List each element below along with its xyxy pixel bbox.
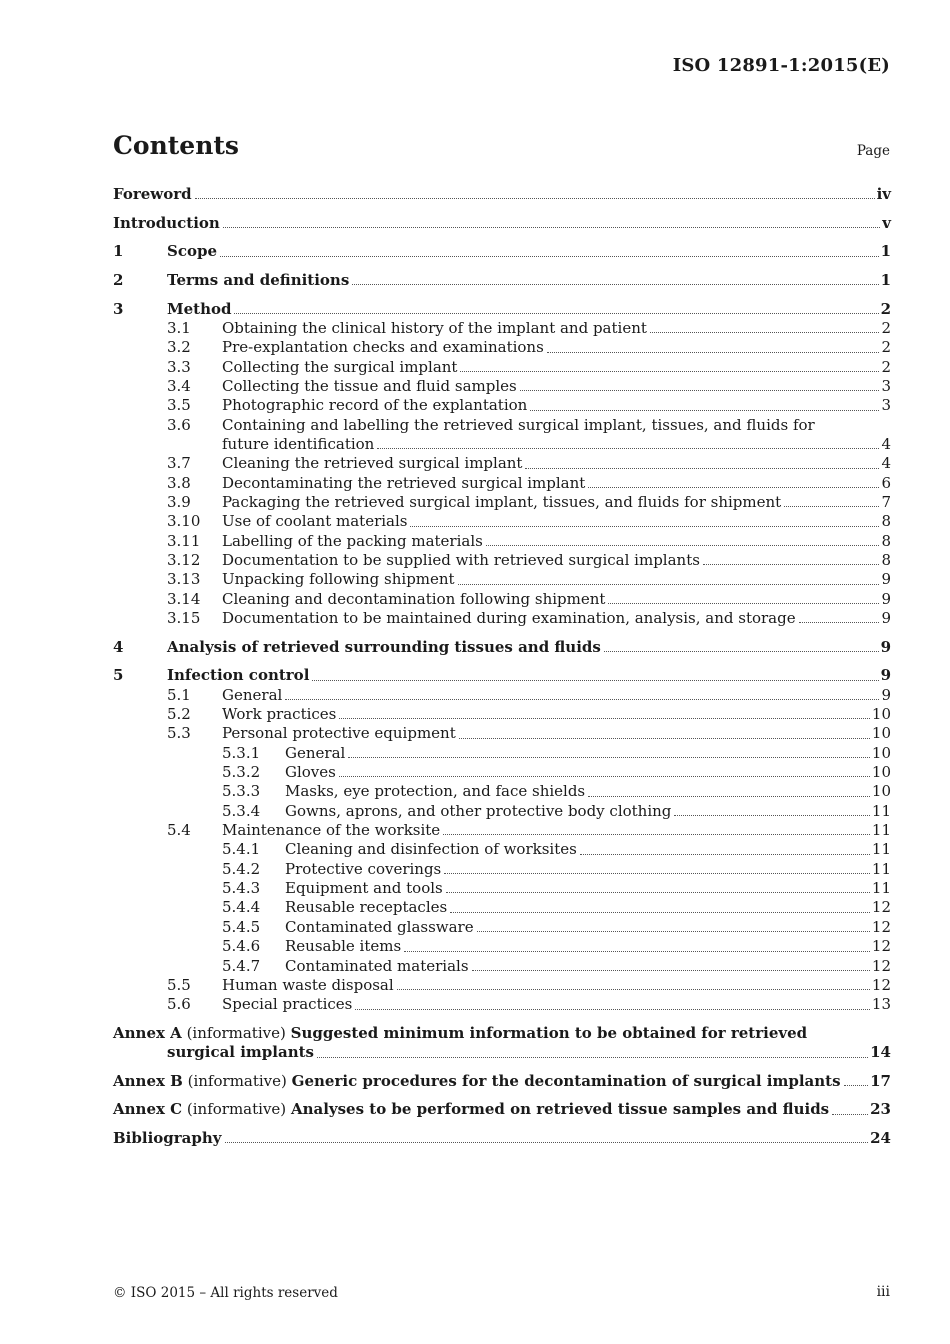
annex-title: Generic procedures for the decontamination of surgical implants bbox=[291, 1071, 841, 1090]
toc-entry-number: 5.4.1 bbox=[222, 840, 261, 859]
toc-entry[interactable] bbox=[113, 976, 891, 995]
toc-entry-text: Work practices bbox=[222, 705, 337, 724]
toc-page-number: 12 bbox=[871, 937, 891, 956]
toc-entry-number: 5.2 bbox=[167, 705, 191, 724]
toc-entry-text: Contaminated glassware bbox=[285, 917, 474, 936]
toc-page-number: 8 bbox=[881, 531, 891, 550]
toc-entry-text: Reusable items bbox=[285, 937, 402, 956]
toc-entry-number: 2 bbox=[113, 270, 124, 289]
toc-entry-number: 4 bbox=[113, 637, 124, 656]
toc-page-number: 4 bbox=[881, 434, 891, 453]
toc-page-number: 9 bbox=[881, 589, 891, 608]
toc-entry[interactable] bbox=[113, 242, 891, 261]
toc-page-number: 12 bbox=[871, 898, 891, 917]
toc-entry-text: Scope bbox=[167, 242, 218, 261]
toc-entry-number: 5.4.4 bbox=[222, 898, 261, 917]
toc-entry-line bbox=[113, 860, 891, 879]
toc-entry-text: Packaging the retrieved surgical implant, tissues, and fluids for shipment bbox=[222, 493, 782, 511]
toc-entry-number: 5.1 bbox=[167, 685, 191, 704]
toc-entry[interactable] bbox=[113, 358, 891, 377]
toc-page-number: 12 bbox=[871, 956, 891, 975]
annex-heading bbox=[113, 1072, 841, 1091]
toc-page-number: 11 bbox=[871, 821, 891, 840]
toc-entry[interactable] bbox=[113, 396, 891, 415]
toc-entry[interactable] bbox=[113, 271, 891, 290]
toc-entry-line bbox=[113, 976, 891, 995]
annex-heading bbox=[113, 1100, 829, 1119]
dot-leader bbox=[604, 650, 879, 652]
toc-entry-second-line bbox=[113, 435, 891, 454]
toc-page-number: 23 bbox=[870, 1100, 891, 1119]
toc-entry-text: Infection control bbox=[167, 666, 310, 685]
toc-entry-text: Cleaning the retrieved surgical implant bbox=[222, 454, 523, 473]
toc-page-number: 2 bbox=[881, 357, 891, 376]
toc-entry-text: Foreword bbox=[113, 185, 192, 203]
dot-leader bbox=[547, 351, 880, 353]
toc-entry-text: Photographic record of the explantation bbox=[222, 396, 528, 415]
dot-leader bbox=[588, 795, 870, 797]
toc-entry-line bbox=[113, 744, 891, 763]
dot-leader bbox=[459, 737, 870, 739]
toc-entry-number: 3.11 bbox=[167, 531, 201, 550]
dot-leader bbox=[352, 283, 878, 285]
toc-entry-text: Containing and labelling the retrieved surgical implant, tissues, and fluids for bbox=[222, 415, 815, 434]
toc-entry-text: Obtaining the clinical history of the implant and patient bbox=[222, 318, 647, 337]
annex-second-line bbox=[113, 1043, 891, 1062]
toc-entry-text: Reusable receptacles bbox=[285, 898, 448, 917]
toc-entry[interactable] bbox=[113, 300, 891, 319]
toc-entry-number: 3.1 bbox=[167, 318, 191, 337]
toc-page-number: 11 bbox=[871, 879, 891, 898]
toc-page-number: 10 bbox=[871, 705, 891, 724]
toc-entry-line bbox=[113, 724, 891, 743]
toc-annex-entry[interactable] bbox=[113, 1072, 891, 1091]
toc-page-number: 8 bbox=[881, 512, 891, 531]
annex-title-continued: surgical implants bbox=[167, 1043, 314, 1062]
dot-leader bbox=[410, 525, 879, 527]
dot-leader bbox=[234, 312, 878, 314]
toc-entry-line bbox=[113, 821, 891, 840]
dot-leader bbox=[486, 544, 880, 546]
toc-entry[interactable] bbox=[113, 609, 891, 628]
page-title: Contents bbox=[113, 131, 240, 160]
toc-entry[interactable] bbox=[113, 705, 891, 724]
toc-entry-text: Pre-explantation checks and examinations bbox=[222, 338, 544, 357]
annex-title: Suggested minimum information to be obtained for retrieved bbox=[290, 1023, 808, 1042]
toc-entry-number: 5.3.2 bbox=[222, 763, 261, 782]
toc-entry-text: Documentation to be maintained during examination, analysis, and storage bbox=[222, 609, 796, 628]
toc-page-number: 7 bbox=[881, 493, 891, 511]
toc-entry-line bbox=[113, 666, 891, 685]
toc-entry-number: 3.6 bbox=[167, 415, 191, 434]
dot-leader bbox=[450, 911, 870, 913]
toc-entry[interactable] bbox=[113, 416, 891, 455]
toc-page-number: 11 bbox=[871, 801, 891, 820]
toc-entry-line bbox=[113, 474, 891, 493]
dot-leader bbox=[339, 717, 870, 719]
toc-entry[interactable] bbox=[113, 724, 891, 743]
toc-page-number: 10 bbox=[871, 743, 891, 762]
toc-entry[interactable] bbox=[113, 590, 891, 609]
toc-entry[interactable] bbox=[113, 638, 891, 657]
toc-entry-text: Collecting the surgical implant bbox=[222, 357, 458, 376]
dot-leader bbox=[458, 583, 880, 585]
document-id: ISO 12891-1:2015(E) bbox=[672, 55, 890, 76]
toc-entry-text-continued: future identification bbox=[222, 434, 375, 453]
toc-page-number: 6 bbox=[881, 473, 891, 492]
dot-leader bbox=[446, 891, 870, 893]
toc-entry-number: 3.10 bbox=[167, 512, 201, 531]
toc-entry[interactable] bbox=[113, 551, 891, 570]
table-of-contents bbox=[113, 185, 891, 1148]
toc-entry-text: Gloves bbox=[285, 763, 336, 782]
annex-first-line bbox=[113, 1100, 891, 1119]
toc-page-number: 2 bbox=[880, 299, 891, 318]
dot-leader bbox=[799, 621, 880, 623]
toc-page-number: 3 bbox=[881, 376, 891, 395]
toc-entry-line bbox=[113, 898, 891, 917]
toc-entry[interactable] bbox=[113, 957, 891, 976]
toc-entry[interactable] bbox=[113, 918, 891, 937]
toc-entry-line bbox=[113, 551, 891, 570]
toc-page-number: 24 bbox=[870, 1129, 891, 1148]
toc-entry-line bbox=[113, 512, 891, 531]
toc-entry-text: General bbox=[285, 743, 346, 762]
annex-informative: (informative) bbox=[187, 1071, 287, 1090]
toc-entry-number: 5.4.5 bbox=[222, 917, 261, 936]
toc-page-number: 1 bbox=[880, 242, 891, 261]
toc-entry-line bbox=[113, 338, 891, 357]
dot-leader bbox=[285, 698, 879, 700]
toc-page-number: 9 bbox=[880, 666, 891, 685]
toc-page-number: 1 bbox=[880, 270, 891, 289]
toc-entry-line bbox=[113, 1129, 891, 1148]
toc-page-number: v bbox=[882, 213, 891, 232]
annex-title: Analyses to be performed on retrieved tissue samples and fluids bbox=[290, 1100, 830, 1119]
dot-leader bbox=[520, 389, 880, 391]
toc-page-number: 4 bbox=[881, 454, 891, 473]
toc-page-number: 9 bbox=[881, 685, 891, 704]
dot-leader bbox=[355, 1008, 870, 1010]
toc-entry-first-line bbox=[113, 416, 891, 435]
toc-page-number: 11 bbox=[871, 840, 891, 859]
toc-entry-line bbox=[113, 242, 891, 261]
toc-page-number: 8 bbox=[881, 551, 891, 570]
toc-entry-number: 5 bbox=[113, 666, 124, 685]
toc-entry-line bbox=[113, 802, 891, 821]
dot-leader bbox=[703, 563, 880, 565]
toc-entry-number: 3.8 bbox=[167, 473, 191, 492]
toc-entry-line bbox=[113, 590, 891, 609]
toc-entry-text: General bbox=[222, 685, 283, 704]
toc-entry-text: Cleaning and disinfection of worksites bbox=[285, 840, 577, 859]
toc-page-number: 2 bbox=[881, 318, 891, 337]
dot-leader bbox=[472, 969, 870, 971]
copyright-notice: © ISO 2015 – All rights reserved bbox=[113, 1285, 338, 1301]
toc-entry-text: Bibliography bbox=[113, 1129, 222, 1148]
toc-entry-number: 3.13 bbox=[167, 570, 201, 589]
toc-entry[interactable] bbox=[113, 454, 891, 473]
toc-entry[interactable] bbox=[113, 185, 891, 204]
annex-informative: (informative) bbox=[186, 1023, 286, 1042]
toc-entry-text: Protective coverings bbox=[285, 859, 442, 878]
toc-entry[interactable] bbox=[113, 570, 891, 589]
toc-entry[interactable] bbox=[113, 686, 891, 705]
toc-entry[interactable] bbox=[113, 744, 891, 763]
toc-entry-number: 3.2 bbox=[167, 338, 191, 357]
toc-page-number: 14 bbox=[870, 1043, 891, 1062]
toc-entry-number: 3.9 bbox=[167, 493, 191, 511]
toc-entry-number: 5.4.3 bbox=[222, 879, 261, 898]
toc-entry-number: 5.4.6 bbox=[222, 937, 261, 956]
toc-entry-number: 5.4 bbox=[167, 821, 191, 840]
toc-entry-text: Special practices bbox=[222, 995, 353, 1014]
toc-entry-text: Masks, eye protection, and face shields bbox=[285, 782, 586, 801]
toc-entry[interactable] bbox=[113, 377, 891, 396]
toc-entry-number: 3.3 bbox=[167, 357, 191, 376]
toc-page-number: 13 bbox=[871, 995, 891, 1014]
dot-leader bbox=[832, 1113, 868, 1115]
toc-page-number: 10 bbox=[871, 782, 891, 801]
toc-entry-text: Introduction bbox=[113, 213, 220, 232]
toc-entry-text: Use of coolant materials bbox=[222, 512, 408, 531]
dot-leader bbox=[404, 950, 870, 952]
dot-leader bbox=[460, 370, 879, 372]
toc-entry[interactable] bbox=[113, 802, 891, 821]
toc-entry-text: Unpacking following shipment bbox=[222, 570, 455, 589]
toc-entry-line bbox=[113, 957, 891, 976]
toc-entry-number: 5.6 bbox=[167, 995, 191, 1014]
toc-entry-text: Documentation to be supplied with retrieved surgical implants bbox=[222, 551, 700, 570]
toc-entry-text: Equipment and tools bbox=[285, 879, 443, 898]
toc-entry-text: Contaminated materials bbox=[285, 956, 469, 975]
dot-leader bbox=[225, 1141, 869, 1143]
page-column-label: Page bbox=[856, 143, 890, 159]
toc-entry[interactable] bbox=[113, 821, 891, 840]
dot-leader bbox=[844, 1084, 869, 1086]
dot-leader bbox=[312, 679, 878, 681]
toc-entry-number: 5.3.4 bbox=[222, 801, 261, 820]
toc-entry[interactable] bbox=[113, 763, 891, 782]
toc-page-number: 10 bbox=[871, 724, 891, 743]
toc-page-number: iv bbox=[876, 185, 891, 203]
annex-first-line bbox=[113, 1024, 891, 1043]
toc-page-number: 12 bbox=[871, 975, 891, 994]
toc-entry-number: 3.7 bbox=[167, 454, 191, 473]
toc-entry-number: 3.14 bbox=[167, 589, 201, 608]
toc-entry[interactable] bbox=[113, 782, 891, 801]
dot-leader bbox=[348, 756, 870, 758]
toc-entry-number: 3.12 bbox=[167, 551, 201, 570]
toc-entry-line bbox=[113, 570, 891, 589]
toc-entry-number: 5.3 bbox=[167, 724, 191, 743]
dot-leader bbox=[580, 853, 870, 855]
toc-entry-line bbox=[113, 638, 891, 657]
toc-entry-line bbox=[113, 840, 891, 859]
toc-entry-line bbox=[113, 609, 891, 628]
toc-entry-number: 3.15 bbox=[167, 609, 201, 628]
toc-entry-line bbox=[113, 995, 891, 1014]
toc-bibliography-entry[interactable] bbox=[113, 1129, 891, 1148]
toc-entry-text: Gowns, aprons, and other protective body clothing bbox=[285, 801, 672, 820]
toc-entry[interactable] bbox=[113, 214, 891, 233]
toc-page-number: 3 bbox=[881, 396, 891, 415]
dot-leader bbox=[443, 833, 870, 835]
toc-page-number: 9 bbox=[880, 637, 891, 656]
annex-heading bbox=[113, 1024, 807, 1043]
toc-entry[interactable] bbox=[113, 532, 891, 551]
toc-entry-line bbox=[113, 763, 891, 782]
dot-leader bbox=[317, 1056, 868, 1058]
toc-entry-number: 1 bbox=[113, 242, 124, 261]
annex-label: Annex B bbox=[113, 1071, 183, 1090]
annex-informative: (informative) bbox=[186, 1100, 287, 1119]
toc-entry-text: Method bbox=[167, 299, 232, 318]
dot-leader bbox=[650, 331, 880, 333]
dot-leader bbox=[477, 930, 870, 932]
toc-entry-text: Labelling of the packing materials bbox=[222, 531, 483, 550]
toc-page-number: 11 bbox=[871, 859, 891, 878]
dot-leader bbox=[588, 486, 879, 488]
toc-entry[interactable] bbox=[113, 512, 891, 531]
toc-entry-line bbox=[113, 300, 891, 319]
toc-entry-text: Cleaning and decontamination following shipment bbox=[222, 589, 606, 608]
toc-entry[interactable] bbox=[113, 879, 891, 898]
toc-entry-number: 5.5 bbox=[167, 975, 191, 994]
toc-entry[interactable] bbox=[113, 937, 891, 956]
toc-entry-line bbox=[113, 271, 891, 290]
toc-entry-line bbox=[113, 493, 891, 512]
toc-page-number: 10 bbox=[871, 763, 891, 782]
toc-entry-number: 3 bbox=[113, 299, 124, 318]
toc-entry-line bbox=[113, 358, 891, 377]
toc-page-number: 12 bbox=[871, 917, 891, 936]
toc-entry-line bbox=[113, 185, 891, 204]
toc-entry-text: Collecting the tissue and fluid samples bbox=[222, 376, 517, 395]
toc-entry[interactable] bbox=[113, 898, 891, 917]
toc-entry[interactable] bbox=[113, 860, 891, 879]
toc-entry-text: Maintenance of the worksite bbox=[222, 821, 441, 840]
toc-entry-line bbox=[113, 377, 891, 396]
toc-entry-number: 5.4.7 bbox=[222, 956, 261, 975]
annex-first-line bbox=[113, 1072, 891, 1091]
toc-entry-number: 5.3.1 bbox=[222, 743, 261, 762]
toc-page-number: 9 bbox=[881, 570, 891, 589]
toc-entry-number: 5.4.2 bbox=[222, 859, 261, 878]
toc-entry-line bbox=[113, 454, 891, 473]
dot-leader bbox=[444, 872, 870, 874]
toc-entry[interactable] bbox=[113, 493, 891, 512]
dot-leader bbox=[608, 602, 879, 604]
toc-entry-line bbox=[113, 879, 891, 898]
dot-leader bbox=[397, 988, 870, 990]
dot-leader bbox=[223, 226, 880, 228]
toc-page-number: 17 bbox=[870, 1071, 891, 1090]
toc-entry[interactable] bbox=[113, 338, 891, 357]
dot-leader bbox=[674, 814, 870, 816]
toc-annex-entry[interactable] bbox=[113, 1100, 891, 1119]
toc-annex-entry[interactable] bbox=[113, 1024, 891, 1063]
toc-entry-line bbox=[113, 782, 891, 801]
toc-entry-number: 5.3.3 bbox=[222, 782, 261, 801]
toc-entry-line bbox=[113, 937, 891, 956]
toc-entry-number: 3.4 bbox=[167, 376, 191, 395]
toc-entry-text: Analysis of retrieved surrounding tissues and fluids bbox=[167, 637, 601, 656]
dot-leader bbox=[784, 505, 879, 507]
toc-entry[interactable] bbox=[113, 995, 891, 1014]
toc-entry-line bbox=[113, 532, 891, 551]
dot-leader bbox=[530, 409, 879, 411]
toc-entry-line bbox=[113, 705, 891, 724]
dot-leader bbox=[377, 447, 879, 449]
toc-entry[interactable] bbox=[113, 666, 891, 685]
toc-entry-text: Decontaminating the retrieved surgical implant bbox=[222, 473, 586, 492]
toc-entry[interactable] bbox=[113, 474, 891, 493]
toc-entry-line bbox=[113, 918, 891, 937]
toc-page-number: 9 bbox=[881, 609, 891, 628]
annex-label: Annex C bbox=[113, 1100, 183, 1119]
toc-entry-text: Human waste disposal bbox=[222, 975, 394, 994]
dot-leader bbox=[220, 255, 879, 257]
annex-label: Annex A bbox=[113, 1023, 182, 1042]
toc-entry-line bbox=[113, 214, 891, 233]
toc-entry-line bbox=[113, 319, 891, 338]
page-number: iii bbox=[876, 1284, 890, 1300]
toc-entry-text: Personal protective equipment bbox=[222, 724, 456, 743]
toc-entry-line bbox=[113, 686, 891, 705]
dot-leader bbox=[195, 197, 875, 199]
toc-entry[interactable] bbox=[113, 840, 891, 859]
toc-entry-number: 3.5 bbox=[167, 396, 191, 415]
dot-leader bbox=[525, 467, 879, 469]
toc-entry[interactable] bbox=[113, 319, 891, 338]
toc-entry-line bbox=[113, 396, 891, 415]
dot-leader bbox=[339, 775, 870, 777]
toc-entry-text: Terms and definitions bbox=[167, 270, 350, 289]
toc-page-number: 2 bbox=[881, 338, 891, 357]
